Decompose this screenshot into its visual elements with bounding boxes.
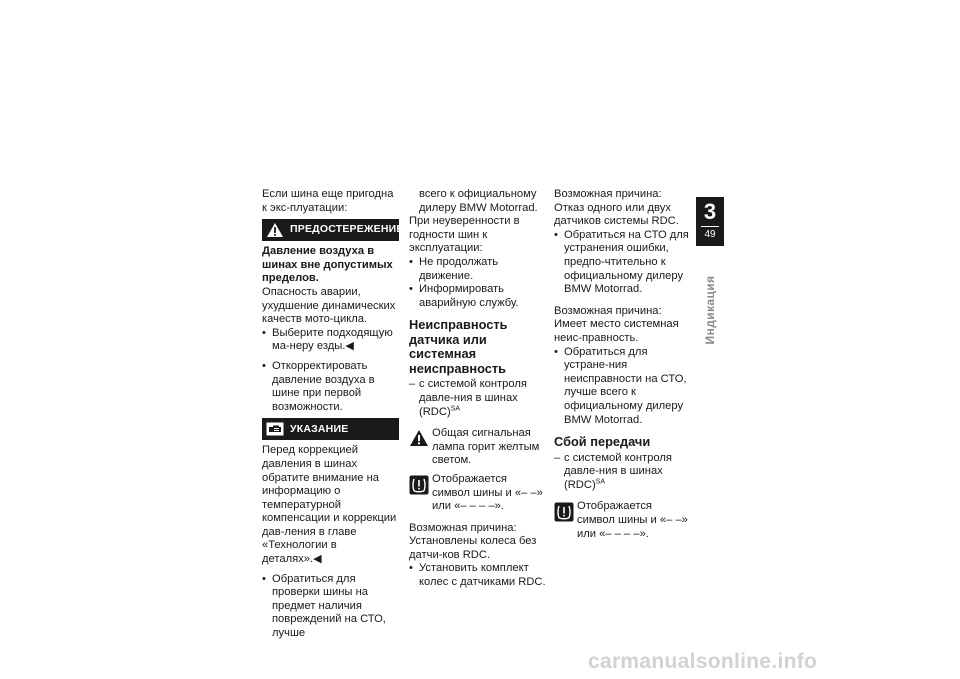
cause-label: Возможная причина: bbox=[409, 521, 517, 534]
cause-text: Отказ одного или двух датчиков системы RDC. bbox=[554, 201, 679, 228]
indicator-row bbox=[409, 427, 546, 468]
cause-text: Установлены колеса без датчи-ков RDC. bbox=[409, 535, 537, 561]
dash-item bbox=[554, 452, 691, 493]
note-label: УКАЗАНИЕ bbox=[290, 422, 349, 435]
watermark: carmanualsonline.info bbox=[588, 650, 818, 673]
indicator-row bbox=[409, 473, 546, 514]
indicator-row bbox=[554, 500, 691, 541]
cause-text: Имеет место системная неис-правность. bbox=[554, 318, 679, 344]
column-2 bbox=[409, 188, 546, 590]
list-item: • Информировать аварийную службу. bbox=[409, 283, 546, 310]
list-item: • Обратиться для устране-ния неисправности на СТО, лучше всего к официальному дилеру BMW Motorrad. bbox=[554, 346, 691, 428]
intro-text: Если шина еще пригодна к экс-плуатации: bbox=[262, 188, 394, 214]
list-item: • Обратиться на СТО для устранения ошибки, предпо-чтительно к официальному дилеру BMW Motorrad. bbox=[554, 229, 691, 297]
dash-text: с системой контроля давле-ния в шинах (RDC) bbox=[419, 378, 527, 418]
page-number: 49 bbox=[701, 226, 719, 241]
continued-text: всего к официальному дилеру BMW Motorrad. bbox=[419, 188, 538, 214]
warning-label: ПРЕДОСТЕРЕЖЕНИЕ bbox=[290, 223, 404, 236]
chapter-tab bbox=[696, 197, 724, 246]
dash-sup: SA bbox=[595, 478, 606, 486]
list-item: • Не продолжать движение. bbox=[409, 256, 546, 283]
note-hand-icon bbox=[266, 421, 284, 437]
tire-pressure-warning-icon bbox=[409, 475, 429, 495]
warning-heading: Давление воздуха в шинах вне допустимых пределов. bbox=[262, 245, 393, 285]
list-item: • Установить комплект колес с датчиками RDC. bbox=[409, 562, 546, 589]
list-item: • Откорректировать давление воздуха в шине при первой возможности. bbox=[262, 360, 399, 414]
warning-triangle-icon bbox=[409, 429, 429, 449]
note-bar bbox=[262, 418, 399, 440]
warning-bar bbox=[262, 219, 404, 241]
list-item: • Обратиться для проверки шины на предмет наличия повреждений на СТО, лучше bbox=[262, 573, 399, 641]
column-3 bbox=[554, 188, 691, 541]
indicator-text: Отображается символ шины и «– –» или «– – – –». bbox=[432, 472, 543, 513]
chapter-number: 3 bbox=[703, 199, 717, 224]
note-text: Перед коррекцией давления в шинах обратите внимание на информацию о температурной компенсации и коррекции дав-ления в главе «Технологии в деталях».◀ bbox=[262, 444, 397, 566]
indicator-text: Отображается символ шины и «– –» или «– – – –». bbox=[577, 500, 688, 540]
warning-triangle-icon bbox=[266, 222, 284, 238]
list-item: • Выберите подходящую ма-неру езды.◀ bbox=[262, 327, 399, 354]
dash-text: с системой контроля давле-ния в шинах (RDC) bbox=[564, 451, 672, 491]
tire-pressure-warning-icon bbox=[554, 502, 574, 522]
dash-sup: SA bbox=[450, 404, 461, 412]
chapter-side-label: Индикация bbox=[703, 275, 717, 345]
cause-label: Возможная причина: bbox=[554, 188, 662, 200]
section-heading: Неисправность датчика или системная неисправность bbox=[409, 317, 508, 376]
dash-item bbox=[409, 378, 546, 419]
unfit-text: При неуверенности в годности шин к эксплуатации: bbox=[409, 215, 520, 255]
column-1 bbox=[262, 188, 404, 641]
indicator-text: Общая сигнальная лампа горит желтым светом. bbox=[432, 427, 540, 467]
warning-text: Опасность аварии, ухудшение динамических качеств мото-цикла. bbox=[262, 285, 396, 326]
cause-label: Возможная причина: bbox=[554, 304, 662, 317]
section-heading: Сбой передачи bbox=[554, 434, 651, 450]
